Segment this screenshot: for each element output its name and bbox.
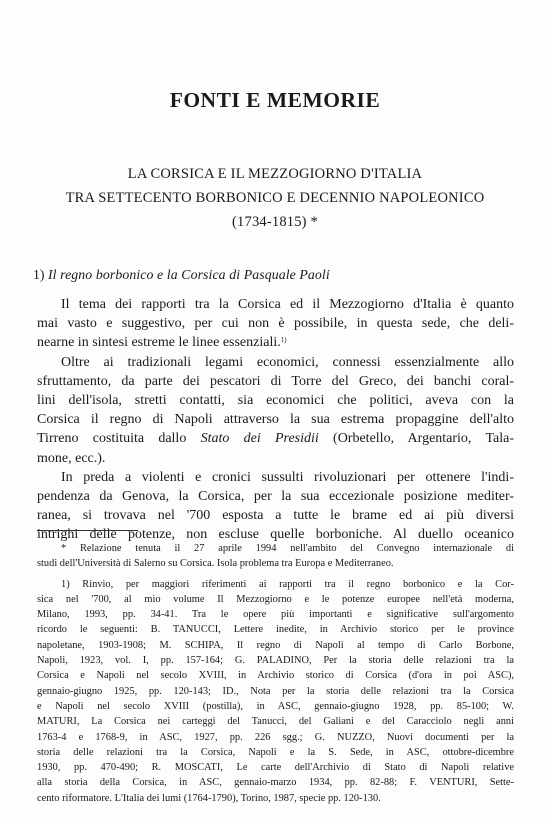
footnote-line: Milano, 1993, pp. 34-41. Tra le opere più importanti e significative sull'argomento: [37, 609, 514, 621]
body-line: mai vasto e suggestivo, per cui non è possibile, in questa sede, che deli-: [37, 316, 514, 332]
presidii-italic: Stato dei Presidii: [200, 431, 319, 447]
title-line-1: LA CORSICA E IL MEZZOGIORNO D'ITALIA: [127, 166, 423, 182]
footnote-line: storia delle relazioni tra la Corsica, Napoli e la S. Sede, in ASC, ottobre-dicembre: [37, 746, 514, 758]
footnote-line: 1930, pp. 470-490; R. MOSCATI, Le carte dell'Archivio di Stato di Napoli relative: [37, 762, 514, 774]
subheading: [33, 267, 330, 283]
footnote-line: cento riformatore. L'Italia dei lumi (1764-1790), Torino, 1987, specie pp. 120-130.: [37, 792, 381, 804]
footnote-line: sica nel '700, al mio volume Il Mezzogiorno e le potenze europee nell'età moderna,: [37, 593, 514, 605]
body-line: pendenza da Genova, la Corsica, per la sua eccezionale posizione mediter-: [37, 489, 514, 505]
body-line: Il tema dei rapporti tra la Corsica ed il Mezzogiorno d'Italia è quanto: [61, 297, 514, 312]
footnote-line: gennaio-giugno 1925, pp. 120-143; ID., Nota per la storia delle relazioni tra la Corsica: [37, 685, 514, 697]
footnote-line: e Napoli nel secolo XVIII (postilla), in ASC, gennaio-giugno 1928, pp. 85-100; W.: [37, 700, 514, 712]
body-line: Corsica il regno di Napoli attraverso la sua estrema propaggine dell'alto: [37, 412, 514, 428]
footnote-line: ricordo le seguenti: B. TANUCCI, Lettere inedite, in Archivio storico per le province: [37, 624, 514, 636]
footnote-line: 1) Rinvio, per maggiori riferimenti ai rapporti tra il regno borbonico e la Cor-: [61, 578, 514, 590]
title-line-2: TRA SETTECENTO BORBONICO E DECENNIO NAPOLEONICO: [65, 190, 485, 206]
article-title: [0, 162, 550, 234]
footnote-line: 1763-4 e 1768-9, in ASC, 1927, pp. 226 sgg.; G. NUZZO, Nuovi documenti per la: [37, 731, 514, 743]
body-text: [37, 295, 514, 545]
title-line-3: (1734-1815) *: [232, 214, 318, 230]
footnote-line: studi dell'Università di Salerno su Corsica. Isola problema tra Europa e Mediterraneo.: [37, 558, 394, 570]
section-heading: FONTI E MEMORIE: [169, 88, 381, 112]
subheading-number: 1): [33, 267, 45, 282]
body-line: lini dell'isola, stretti contatti, sia economici che politici, aveva con la: [37, 393, 514, 409]
body-line: intrighi delle potenze, non escluse quelle borboniche. Al duello oceanico: [37, 527, 514, 543]
body-line: sfruttamento, da parte dei pescatori di Torre del Greco, dei banchi coral-: [37, 373, 514, 389]
body-line: Tirreno costituita dallo Stato dei Presidii (Orbetello, Argentario, Tala-: [37, 431, 514, 447]
body-line: mone, ecc.).: [37, 450, 106, 466]
body-line: nearne in sintesi estreme le linee essenziali.$^{1)}$: [37, 335, 287, 351]
footnote-rule: [37, 530, 138, 531]
subheading-text: Il regno borbonico e la Corsica di Pasquale Paoli: [47, 267, 330, 282]
footnotes: [37, 541, 514, 806]
footnote-line: * Relazione tenuta il 27 aprile 1994 nell'ambito del Convegno internazionale di: [61, 543, 514, 554]
footnote-line: Corsica e Napoli nel secolo XVIII, in Archivio storico di Corsica (d'ora in poi ASC),: [37, 670, 514, 682]
footnote-line: MATURI, La Corsica nei carteggi del Tanucci, del Galiani e del Caracciolo negli anni: [37, 716, 514, 728]
footnote-line: napoletane, 1903-1908; M. SCHIPA, Il regno di Napoli al tempo di Carlo Borbone,: [37, 639, 514, 651]
body-line: In preda a violenti e cronici sussulti rivoluzionari per ottenere l'indi-: [61, 469, 514, 485]
footnote-line: alla storia della Corsica, in ASC, gennaio-marzo 1934, pp. 82-88; F. VENTURI, Sette-: [37, 777, 514, 789]
footnote-ref[interactable]: 1): [280, 336, 287, 345]
body-line: ranea, si trovava nel '700 esposta a tutte le brame ed ai più diversi: [37, 508, 514, 524]
body-line: Oltre ai tradizionali legami economici, connessi essenzialmente allo: [61, 354, 514, 370]
footnote-line: Napoli, 1923, vol. I, pp. 157-164; G. PALADINO, Per la storia delle relazioni tra la: [37, 655, 514, 667]
